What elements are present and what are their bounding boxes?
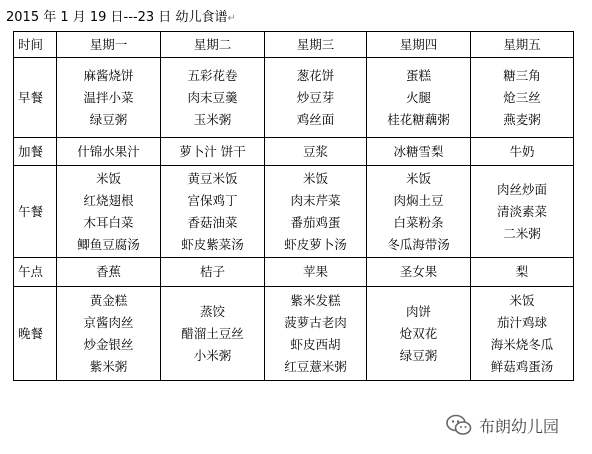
dish-item: 黄金糕 [89,292,128,308]
dish-item: 炒豆芽 [296,89,335,105]
table-row [14,166,574,258]
dish-item: 醋溜土豆丝 [181,325,244,341]
dish-item: 肉饼 [405,303,431,319]
dish-item: 香蕉 [95,264,121,279]
menu-cell [161,138,265,166]
dish-item: 什锦水果汁 [77,143,140,159]
dish-item: 香菇油菜 [187,214,238,230]
dish-item: 肉焖土豆 [393,192,444,208]
dish-item: 清淡素菜 [496,203,547,219]
header-text: 时间 [18,36,44,52]
dish-item: 小米粥 [193,347,232,363]
dish-item: 菠萝古老肉 [284,314,347,330]
menu-cell [367,258,471,287]
dish-item: 宫保鸡丁 [187,192,238,208]
menu-cell [57,287,161,381]
dish-item: 白菜粉条 [393,214,444,230]
menu-cell [57,258,161,287]
header-text: 星期五 [503,36,541,52]
meal-label: 晚餐 [18,325,44,341]
header-text: 星期三 [296,36,335,52]
meal-label-cell [14,138,57,166]
dish-item: 肉末芹菜 [290,192,341,208]
dish-item: 绿豆粥 [399,347,438,363]
page-title [6,6,236,25]
menu-table-body [14,32,574,381]
menu-cell [57,58,161,138]
table-row [14,138,574,166]
dish-item: 虾皮西胡 [290,336,341,352]
dish-item: 桂花糖藕粥 [387,111,450,127]
meal-label-cell [14,258,57,287]
header-text: 星期四 [399,36,438,52]
dish-item: 炝双花 [399,325,438,341]
dish-item: 玉米粥 [193,111,232,127]
meal-label: 午餐 [18,203,44,219]
table-row [14,287,574,381]
menu-cell [265,138,367,166]
menu-cell [471,58,574,138]
dish-item: 冬瓜海带汤 [387,236,450,252]
dish-item: 二米粥 [503,225,541,241]
dish-item: 牛奶 [509,143,535,159]
menu-cell [57,138,161,166]
dish-item: 红豆薏米粥 [284,358,347,374]
dish-item: 红烧翅根 [83,192,134,208]
header-row [14,32,574,58]
wechat-icon [445,413,473,437]
dish-item: 鸡丝面 [296,111,335,127]
dish-item: 米饭 [302,170,328,186]
menu-table [13,31,574,381]
meal-label: 加餐 [18,143,44,159]
header-cell-day [57,32,161,58]
menu-cell [265,58,367,138]
dish-item: 温拌小菜 [83,89,134,105]
dish-item: 冰糖雪梨 [393,143,444,159]
header-cell-time [14,32,57,58]
meal-label-cell [14,166,57,258]
dish-item: 梨 [515,264,529,279]
dish-item: 炒金银丝 [83,336,134,352]
dish-item: 虾皮紫菜汤 [181,236,244,252]
menu-cell [367,138,471,166]
dish-item: 米饭 [509,292,535,308]
menu-cell [161,166,265,258]
dish-item: 萝卜汁 饼干 [179,143,246,159]
menu-cell [471,166,574,258]
dish-item: 京酱肉丝 [83,314,134,330]
dish-item: 麻酱烧饼 [83,67,134,83]
dish-item: 紫米发糕 [290,292,341,308]
menu-cell [471,138,574,166]
dish-item: 圣女果 [399,264,438,279]
menu-cell [161,58,265,138]
meal-label: 早餐 [18,89,44,105]
dish-item: 葱花饼 [296,67,335,83]
dish-item: 紫米粥 [89,358,128,374]
menu-cell [367,166,471,258]
menu-cell [367,58,471,138]
dish-item: 苹果 [302,264,328,279]
header-cell-day [265,32,367,58]
menu-cell [471,258,574,287]
dish-item: 桔子 [199,264,225,279]
dish-item: 蛋糕 [405,67,431,83]
dish-item: 糖三角 [503,67,541,83]
header-text: 星期一 [89,36,128,52]
dish-item: 番茄鸡蛋 [290,214,341,230]
header-cell-day [161,32,265,58]
watermark [445,411,585,439]
dish-item: 炝三丝 [503,89,541,105]
dish-item: 燕麦粥 [503,111,541,127]
menu-cell [265,258,367,287]
menu-cell [161,258,265,287]
dish-item: 鲜菇鸡蛋汤 [490,358,554,374]
dish-item: 茄汁鸡球 [496,314,547,330]
dish-item: 五彩花卷 [187,67,238,83]
menu-cell [161,287,265,381]
header-cell-day [471,32,574,58]
title-text: 2015 年 1 月 19 日---23 日 幼儿食谱 [6,10,228,25]
menu-cell [265,166,367,258]
dish-item: 鲫鱼豆腐汤 [77,236,140,252]
dish-item: 肉丝炒面 [496,181,547,197]
header-cell-day [367,32,471,58]
meal-label-cell [14,287,57,381]
dish-item: 米饭 [95,170,121,186]
dish-item: 海米烧冬瓜 [490,336,554,352]
table-row [14,58,574,138]
dish-item: 绿豆粥 [89,111,128,127]
dish-item: 米饭 [405,170,431,186]
dish-item: 虾皮萝卜汤 [284,236,347,252]
meal-label: 午点 [18,264,44,279]
dish-item: 肉末豆羹 [187,89,238,105]
menu-cell [265,287,367,381]
dish-item: 火腿 [405,89,431,105]
dish-item: 豆浆 [302,143,328,159]
paragraph-mark: ↵ [227,13,236,24]
table-row [14,258,574,287]
meal-label-cell [14,58,57,138]
dish-item: 木耳白菜 [83,214,134,230]
menu-cell [471,287,574,381]
dish-item: 黄豆米饭 [187,170,238,186]
dish-item: 蒸饺 [199,303,225,319]
menu-cell [367,287,471,381]
header-text: 星期二 [193,36,232,52]
menu-cell [57,166,161,258]
watermark-text: 布朗幼儿园 [479,416,560,436]
